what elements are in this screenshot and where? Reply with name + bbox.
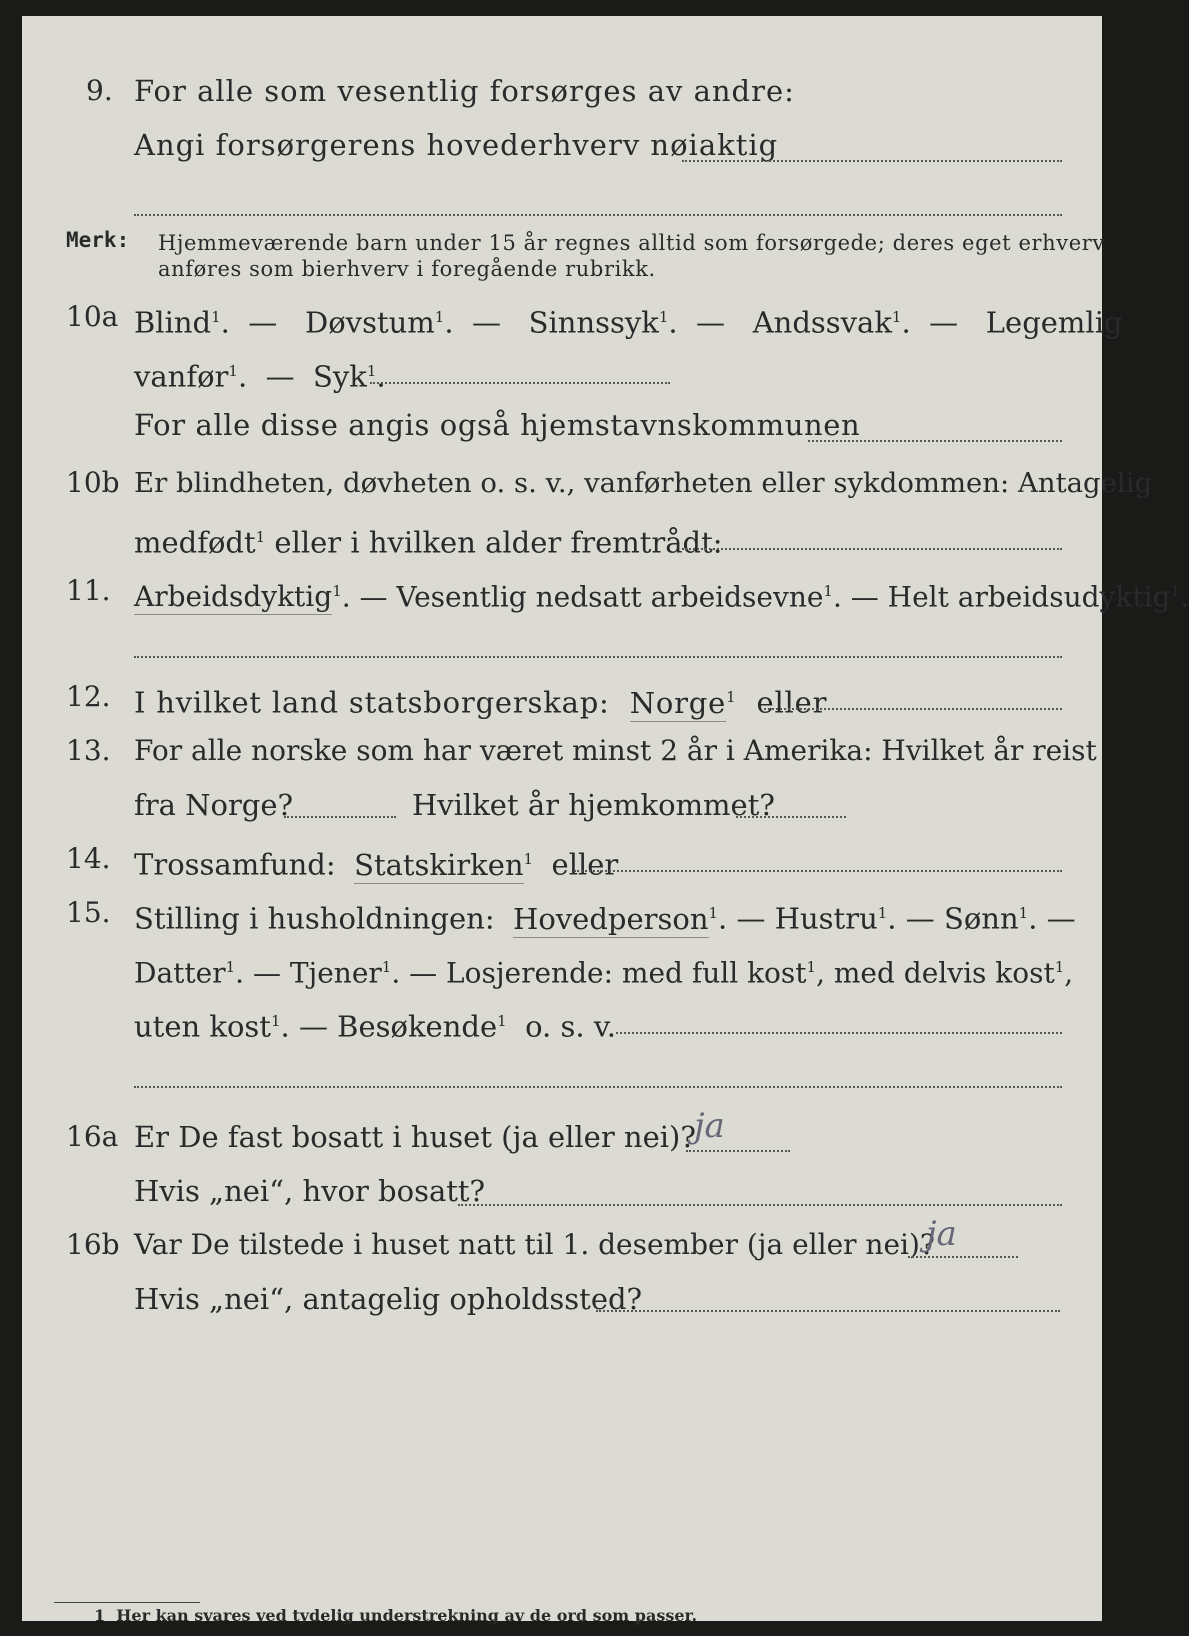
q10a-answer-line[interactable] — [370, 382, 670, 384]
opt-norge[interactable]: Norge — [629, 685, 727, 720]
q16b-number: 16b — [66, 1228, 120, 1261]
opt-full-kost[interactable]: . — Losjerende: med full kost — [391, 956, 807, 990]
footnote-text: Her kan svares ved tydelig understrekning av de ord som passer. — [116, 1606, 698, 1625]
q15-line3: uten kost$^1$. — Besøkende$^1$ o. s. v. — [134, 1009, 616, 1044]
q10b-rest: eller i hvilken alder fremtrådt: — [274, 525, 723, 560]
q13-reist-line[interactable] — [284, 816, 396, 818]
q9-answer-line-2[interactable] — [134, 214, 1062, 216]
opt-uten-kost[interactable]: uten kost — [134, 1009, 271, 1044]
q15-answer-line[interactable] — [616, 1032, 1062, 1034]
opt-medfodt[interactable]: medfødt — [134, 525, 256, 560]
q9-line2: Angi forsørgerens hovederhverv nøiaktig — [134, 128, 779, 162]
merk-label: Merk: — [66, 228, 130, 252]
q9-number: 9. — [86, 74, 113, 107]
q12-text: I hvilket land statsborgerskap: — [134, 685, 610, 720]
q10a-line1: Blind$^1$. — Døvstum$^1$. — Sinnssyk$^1$. — Andssvak$^1$. — Legemlig — [134, 305, 1123, 340]
q13-hjem: Hvilket år hjemkommet? — [412, 788, 775, 822]
opt-andssvak[interactable]: Andssvak — [752, 305, 892, 340]
merk-line2: anføres som bierhverv i foregående rubrikk. — [158, 257, 656, 281]
q9-answer-line[interactable] — [682, 160, 1062, 162]
footnote — [94, 1606, 697, 1625]
q16a-bosatt-line[interactable] — [458, 1204, 1062, 1206]
opt-hovedperson[interactable]: Hovedperson — [513, 901, 709, 936]
opt-besokende[interactable]: . — Besøkende — [280, 1009, 498, 1044]
q10b-line1: Er blindheten, døvheten o. s. v., vanførheten eller sykdommen: Antagelig — [134, 467, 1153, 499]
q12-eller: eller — [756, 685, 828, 720]
q14-number: 14. — [66, 842, 111, 875]
footnote-mark: 1 — [94, 1606, 106, 1625]
opt-dovstum[interactable]: Døvstum — [304, 305, 435, 340]
opt-datter[interactable]: Datter — [134, 956, 226, 990]
q16b-line1: Var De tilstede i huset natt til 1. desember (ja eller nei)? — [134, 1228, 935, 1261]
q13-fra: fra Norge? — [134, 788, 294, 822]
census-form-page — [22, 16, 1189, 1625]
q13-number: 13. — [66, 734, 111, 767]
q13-hjem-line[interactable] — [736, 816, 846, 818]
opt-vanfor[interactable]: vanfør — [134, 359, 229, 394]
q16a-answer-line[interactable] — [686, 1150, 790, 1152]
q10b-line2: medfødt$^1$ eller i hvilken alder fremtrådt: — [134, 525, 723, 560]
q14-answer-line[interactable] — [574, 870, 1062, 872]
opt-sonn[interactable]: . — Sønn — [887, 901, 1019, 936]
q16b-opholdssted-line[interactable] — [596, 1310, 1060, 1312]
q15-line1: Stilling i husholdningen: Hovedperson$^1$. — Hustru$^1$. — Sønn$^1$. — — [134, 901, 1076, 936]
q15-comma: , — [1064, 956, 1074, 990]
q15-osv: o. s. v. — [525, 1009, 616, 1044]
q14-label: Trossamfund: — [134, 847, 336, 882]
q10b-number: 10b — [66, 466, 120, 499]
footnote-rule — [54, 1602, 200, 1603]
q10a-line3: For alle disse angis også hjemstavnskommunen — [134, 408, 861, 442]
q16a-line1: Er De fast bosatt i huset (ja eller nei)? — [134, 1120, 696, 1154]
q13-line1: For alle norske som har været minst 2 år i Amerika: Hvilket år reist — [134, 734, 1097, 767]
q15-dash: . — — [1028, 901, 1076, 936]
merk-line1: Hjemmeværende barn under 15 år regnes alltid som forsørgede; deres eget erhverv — [158, 231, 1105, 255]
q11-answer-line[interactable] — [134, 656, 1062, 658]
opt-arbeidsdyktig[interactable]: Arbeidsdyktig — [134, 580, 333, 614]
opt-sinnssyk[interactable]: Sinnssyk — [528, 305, 659, 340]
opt-tjener[interactable]: . — Tjener — [235, 956, 382, 990]
q10b-answer-line[interactable] — [682, 548, 1062, 550]
q10a-line2: vanfør$^1$. — Syk$^1$. — [134, 359, 386, 394]
hjemstavn-answer-line[interactable] — [808, 440, 1062, 442]
q11-line: Arbeidsdyktig$^1$. — Vesentlig nedsatt arbeidsevne$^1$. — Helt arbeidsudyktig$^1$. — [134, 580, 1189, 614]
q16a-handwritten-answer: ja — [694, 1106, 725, 1146]
q16b-answer-line[interactable] — [908, 1256, 1018, 1258]
q10a-number: 10a — [66, 300, 119, 333]
q9-line1: For alle som vesentlig forsørges av andre: — [134, 74, 795, 108]
opt-syk[interactable]: Syk — [313, 359, 367, 394]
q12-line: I hvilket land statsborgerskap: Norge$^1$ eller — [134, 685, 828, 720]
opt-blind[interactable]: Blind — [134, 305, 212, 340]
q15-line2: Datter$^1$. — Tjener$^1$. — Losjerende: med full kost$^1$, med delvis kost$^1$, — [134, 956, 1074, 990]
opt-nedsatt[interactable]: . — Vesentlig nedsatt arbeidsevne — [341, 580, 824, 614]
q11-number: 11. — [66, 574, 111, 607]
q15-answer-line-2[interactable] — [134, 1086, 1062, 1088]
q15-label: Stilling i husholdningen: — [134, 901, 495, 936]
q15-number: 15. — [66, 896, 111, 929]
opt-udyktig[interactable]: . — Helt arbeidsudyktig — [832, 580, 1171, 614]
q14-line: Trossamfund: Statskirken$^1$ eller — [134, 847, 619, 882]
opt-delvis-kost[interactable]: , med delvis kost — [816, 956, 1055, 990]
q12-number: 12. — [66, 680, 111, 713]
q16a-number: 16a — [66, 1120, 119, 1153]
opt-statskirken[interactable]: Statskirken — [354, 847, 524, 882]
opt-legemlig[interactable]: Legemlig — [985, 305, 1123, 340]
q12-answer-line[interactable] — [764, 708, 1062, 710]
q16b-handwritten-answer: ja — [926, 1214, 957, 1254]
opt-hustru[interactable]: . — Hustru — [718, 901, 878, 936]
q16b-line2: Hvis „nei“, antagelig opholdssted? — [134, 1282, 643, 1316]
q14-eller: eller — [551, 847, 619, 882]
q16a-line2: Hvis „nei“, hvor bosatt? — [134, 1174, 486, 1208]
